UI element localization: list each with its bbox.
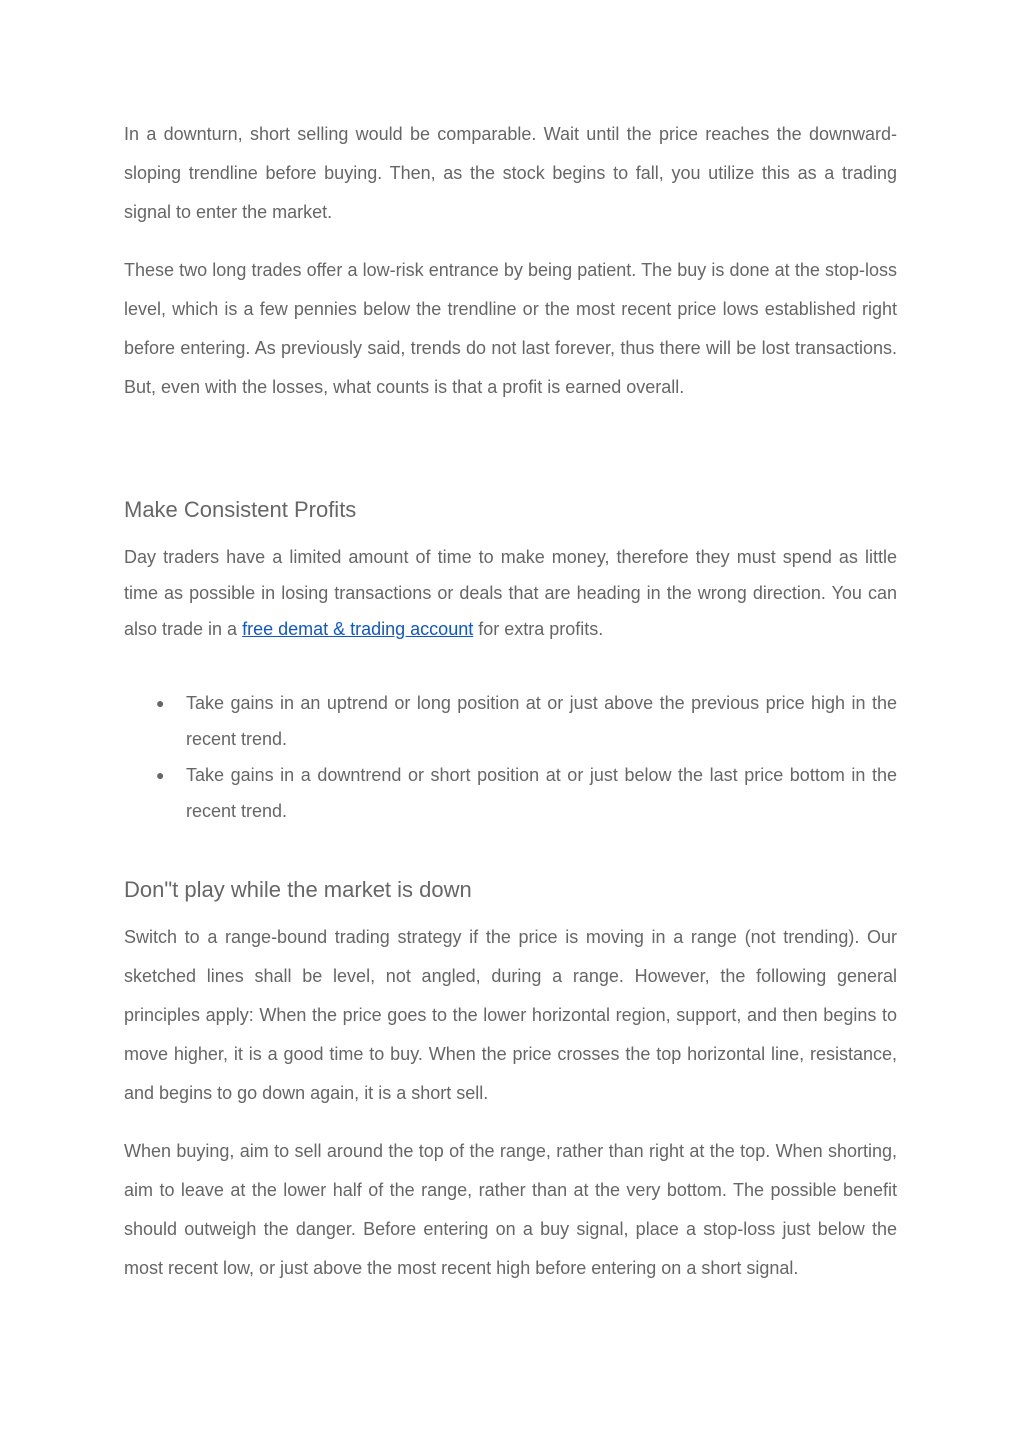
list-item [124,757,897,829]
paragraph-when-buying: When buying, aim to sell around the top of the range, rather than right at the top. When shorting, aim to leave at the lower half of the range, rather than at the very bottom. The possible benefit should outweigh the danger. Before entering on a buy signal, place a stop-loss just below the most recent low, or just above the most recent high before entering on a short signal. [124,1141,897,1278]
paragraph-short-selling: In a downturn, short selling would be comparable. Wait until the price reaches the downward-sloping trendline before buying. Then, as the stock begins to fall, you utilize this as a trading signal to enter the market. [124,124,897,222]
heading-dont-play-market-down: Don"t play while the market is down [124,877,472,902]
paragraph-day-traders-text: Day traders have a limited amount of time to make money, therefore they must spend as little time as possible in losing transactions or deals that are heading in the wrong direction. You can also trade in a [124,547,897,639]
list-item [124,685,897,757]
heading-make-consistent-profits: Make Consistent Profits [124,497,357,522]
list-item-text: Take gains in a downtrend or short position at or just below the last price bottom in the recent trend. [186,765,897,821]
list-item-text: Take gains in an uptrend or long position at or just above the previous price high in the recent trend. [186,693,897,749]
profit-tips-list [124,685,897,829]
paragraph-range-bound: Switch to a range-bound trading strategy if the price is moving in a range (not trending). Our sketched lines shall be level, not angled, during a range. However, the following general principles apply: When the price goes to the lower horizontal region, support, and then begins to move higher, it is a good time to buy. When the price crosses the top horizontal line, resistance, and begins to go down again, it is a short sell. [124,927,897,1103]
bullet-icon: ● [156,695,165,711]
paragraph-long-trades: These two long trades offer a low-risk entrance by being patient. The buy is done at the stop-loss level, which is a few pennies below the trendline or the most recent price lows established right before entering. As previously said, trends do not last forever, thus there will be lost transactions. But, even with the losses, what counts is that a profit is earned overall. [124,260,897,397]
bullet-icon: ● [156,767,165,783]
paragraph-day-traders-tail: for extra profits. [473,619,604,639]
demat-account-link[interactable]: free demat & trading account [242,619,474,639]
paragraph-day-traders [124,539,897,647]
